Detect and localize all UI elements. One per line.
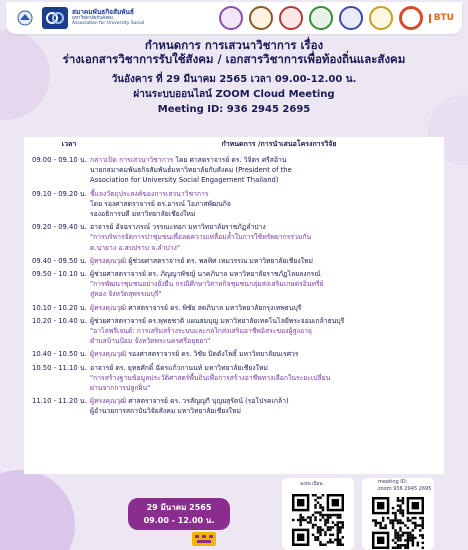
footer-time: 09.00 - 12.00 น.	[143, 516, 215, 525]
schedule-time: 09.20 - 09.40 น.	[32, 223, 87, 232]
schedule-row	[24, 269, 444, 300]
schedule-time: 09.50 - 10.10 น.	[32, 270, 87, 279]
keyboard-icon	[192, 532, 216, 546]
schedule-table	[24, 152, 444, 474]
schedule-time: 10.20 - 10.40 น.	[32, 316, 87, 325]
schedule-item-line	[90, 303, 438, 313]
schedule-item	[90, 316, 444, 347]
schedule-item-line	[90, 396, 438, 406]
schedule-row	[24, 256, 444, 266]
schedule-item-line	[90, 269, 438, 279]
schedule-text: ศาสตราจารย์ ดร. วรสัญญกี บุญยสุรัตน์ (รอโปรดเกล้า)	[126, 397, 289, 406]
schedule-text: นายกสมาคมพันธกิจสัมพันธ์มหาวิทยาลัยกับสังคม (President of the	[90, 166, 292, 175]
date-badge	[128, 498, 230, 530]
university-seal-icon	[339, 6, 363, 30]
schedule-item-line	[90, 326, 438, 336]
schedule-item-line	[90, 222, 438, 232]
schedule-time: 10.40 - 10.50 น.	[32, 350, 87, 359]
schedule-item	[90, 256, 444, 266]
highlighted-text: ผู้ทรงคุณวุฒิ	[90, 397, 127, 406]
university-seal-icon	[219, 6, 243, 30]
btu-logo: BTU	[429, 14, 454, 23]
schedule-item	[90, 349, 444, 359]
highlighted-text: "การบริหารจัดการป่าชุมชนเพื่อลดความเหลื่อมล้ำในการใช้ทรัพยากรร่วมกัน	[90, 233, 312, 242]
highlighted-text: ผ่านจากการปลูกฝิ่น"	[90, 384, 151, 393]
university-seal-icon	[279, 6, 303, 30]
schedule-row	[24, 396, 444, 416]
schedule-item	[90, 189, 444, 220]
schedule-item-line	[90, 316, 438, 326]
schedule-item-line	[90, 243, 438, 253]
event-meeting-id: Meeting ID: 936 2945 2695	[157, 104, 311, 115]
schedule-text: รองอธิการบดี มหาวิทยาลัยเชียงใหม่	[90, 210, 196, 219]
university-seal-icon	[249, 6, 273, 30]
schedule-time: 10.10 - 10.20 น.	[32, 303, 87, 312]
schedule-item-line	[90, 289, 438, 299]
schedule-row	[24, 316, 444, 347]
schedule-item	[90, 155, 444, 186]
schedule-text: อาจารย์ ดร. ยุทธศักดิ์ ฉัตรแก้วกานนท์ มหาวิทยาลัยเชียงใหม่	[90, 363, 268, 372]
schedule-time: 10.50 - 11.10 น.	[32, 363, 87, 372]
register-qr-icon[interactable]	[292, 494, 344, 546]
association-name-th2: มหาวิทยาลัยกับสังคม	[72, 15, 114, 21]
schedule-row	[24, 349, 444, 359]
decorative-circle	[0, 470, 75, 550]
university-seal-icon	[309, 6, 333, 30]
schedule-item-line	[90, 189, 438, 199]
schedule-time: 09.40 - 09.50 น.	[32, 256, 87, 265]
association-name-th: สมาคมพันธกิจสัมพันธ์	[72, 8, 134, 17]
schedule-item-line	[90, 209, 438, 219]
schedule-item-line	[90, 175, 438, 185]
schedule-item-line	[90, 199, 438, 209]
schedule-item-line	[90, 155, 438, 165]
schedule-text: ผู้อำนวยการสถาบันวิจัยสังคม มหาวิทยาลัยเชียงใหม่	[90, 407, 241, 416]
schedule-item	[90, 396, 444, 416]
event-title-line2: ร่างเอกสารวิชาการรับใช้สังคม / เอกสารวิชาการเพื่อท้องถิ่นและสังคม	[62, 52, 406, 66]
register-label: ลงทะเบียน	[300, 481, 323, 487]
highlighted-text: ตำบลบ้านป้อม จังหวัดพระนครศรีอยุธยา"	[90, 337, 211, 346]
schedule-text: อาจารย์ อัจฉราภรณ์ วรรณะทอก มหาวิทยาลัยราชภัฏลำปาง	[90, 223, 266, 232]
schedule-item-line	[90, 373, 438, 383]
schedule-item-line	[90, 406, 438, 416]
column-header-time: เวลา	[61, 140, 77, 148]
schedule-item	[90, 303, 444, 313]
schedule-text: โดย รองศาสตราจารย์ ดร.อารณ์ โอภาสพัฒนกิจ	[90, 199, 231, 208]
schedule-table-header	[24, 137, 444, 152]
schedule-time: 09.00 - 09.10 น.	[32, 156, 87, 164]
highlighted-text: ต.นายาง อ.สบปราบ จ.ลำปาง"	[90, 243, 180, 252]
schedule-text: โดย ศาสตราจารย์ ดร. วิจิตร ศรีสอ้าน	[173, 156, 287, 164]
schedule-time: 09.10 - 09.20 น.	[32, 189, 87, 198]
zoom-id: zoom 936 2945 2695	[378, 485, 432, 492]
schedule-text: ผู้ช่วยศาสตราจารย์ ดร.พุทธชาติ แผนสมบุญ มหาวิทยาลัยเทคโนโลยีพระจอมเกล้าธนบุรี	[90, 316, 345, 325]
schedule-item-line	[90, 279, 438, 289]
association-logo	[42, 7, 144, 29]
highlighted-text: กล่าวเปิด การเสวนาวิชาการ	[90, 156, 174, 164]
university-seal-icon	[369, 6, 393, 30]
schedule-text: ผู้ช่วยศาสตราจารย์ ดร. พลทิศ เหมวรรณ มหาวิทยาลัยเชียงใหม่	[126, 256, 313, 265]
schedule-item-line	[90, 349, 438, 359]
schedule-row	[24, 189, 444, 220]
nsct-emblem-icon	[16, 10, 34, 26]
event-platform: ผ่านระบบออนไลน์ ZOOM Cloud Meeting	[133, 89, 335, 100]
event-title-line1: กำหนดการ การเสวนาวิชาการ เรื่อง	[144, 38, 324, 52]
schedule-text: ผู้ช่วยศาสตราจารย์ ดร. ภิญญาพัชญ์ นาคภิบาล มหาวิทยาลัยราชภัฏไลยลงกรณ์	[90, 270, 321, 279]
footer-date: 29 มีนาคม 2565	[146, 503, 212, 512]
event-heading	[0, 38, 468, 117]
schedule-text: Association for University Social Engagement Thailand)	[90, 176, 279, 185]
logo-bar	[6, 2, 462, 34]
schedule-item-line	[90, 336, 438, 346]
schedule-row	[24, 303, 444, 313]
highlighted-text: "อาโลพรีเจนต์: การเสริมสร้างระบบและกลไกส่งเสริมอาชีพอิสระของผู้สูงอายุ	[90, 327, 312, 336]
schedule-item-line	[90, 256, 438, 266]
highlighted-text: ผู้ทรงคุณวุฒิ	[90, 256, 127, 265]
highlighted-text: ชี้แจงวัตถุประสงค์ของการเสวนาวิชาการ	[90, 189, 209, 198]
university-seal-icon	[399, 6, 423, 30]
highlighted-text: "การพัฒนาชุมชนอย่างยั่งยืน กรณีศึกษาวิสาหกิจชุมชนกลุ่มส่งเสริมเกษตรอินทรีย์	[90, 280, 324, 289]
highlighted-text: สู่ทอง จังหวัดสุพรรณบุรี"	[90, 290, 162, 299]
association-mark-icon	[42, 7, 68, 29]
schedule-item-line	[90, 165, 438, 175]
meeting-qr-icon[interactable]	[372, 497, 424, 549]
highlighted-text: ผู้ทรงคุณวุฒิ	[90, 303, 127, 312]
schedule-item-line	[90, 383, 438, 393]
column-header-agenda: กำหนดการ /การนำเสนอโครงการวิจัย	[221, 140, 337, 148]
schedule-text: ศาสตราจารย์ ดร. พิชัย สดภิบาล มหาวิทยาลัยกรุงเทพธนบุรี	[126, 303, 302, 312]
schedule-time: 11.10 - 11.20 น.	[32, 397, 87, 406]
schedule-row	[24, 363, 444, 394]
highlighted-text: "การสร้างฐานข้อมูลประวัติศาสตร์พื้นถิ่นเพื่อการสร้างอาชีพทางเลือกในระยะเปลี่ยน	[90, 373, 331, 382]
schedule-item	[90, 363, 444, 394]
schedule-item-line	[90, 232, 438, 242]
schedule-item	[90, 269, 444, 300]
association-name-en: Association for University Social	[72, 21, 145, 27]
schedule-row	[24, 155, 444, 186]
schedule-row	[24, 222, 444, 253]
nsct-logo	[14, 10, 36, 26]
schedule-item	[90, 222, 444, 253]
schedule-item-line	[90, 363, 438, 373]
event-date: วันอังคาร ที่ 29 มีนาคม 2565 เวลา 09.00-12.00 น.	[111, 74, 357, 85]
highlighted-text: ผู้ทรงคุณวุฒิ	[90, 350, 127, 359]
meeting-id-label: meeting ID: zoom 936 2945 2695	[378, 479, 432, 492]
schedule-text: รองศาสตราจารย์ ดร. วิชัย ปิดตังโพธิ์ มหาวิทยาลัยนเรศวร	[126, 350, 299, 359]
